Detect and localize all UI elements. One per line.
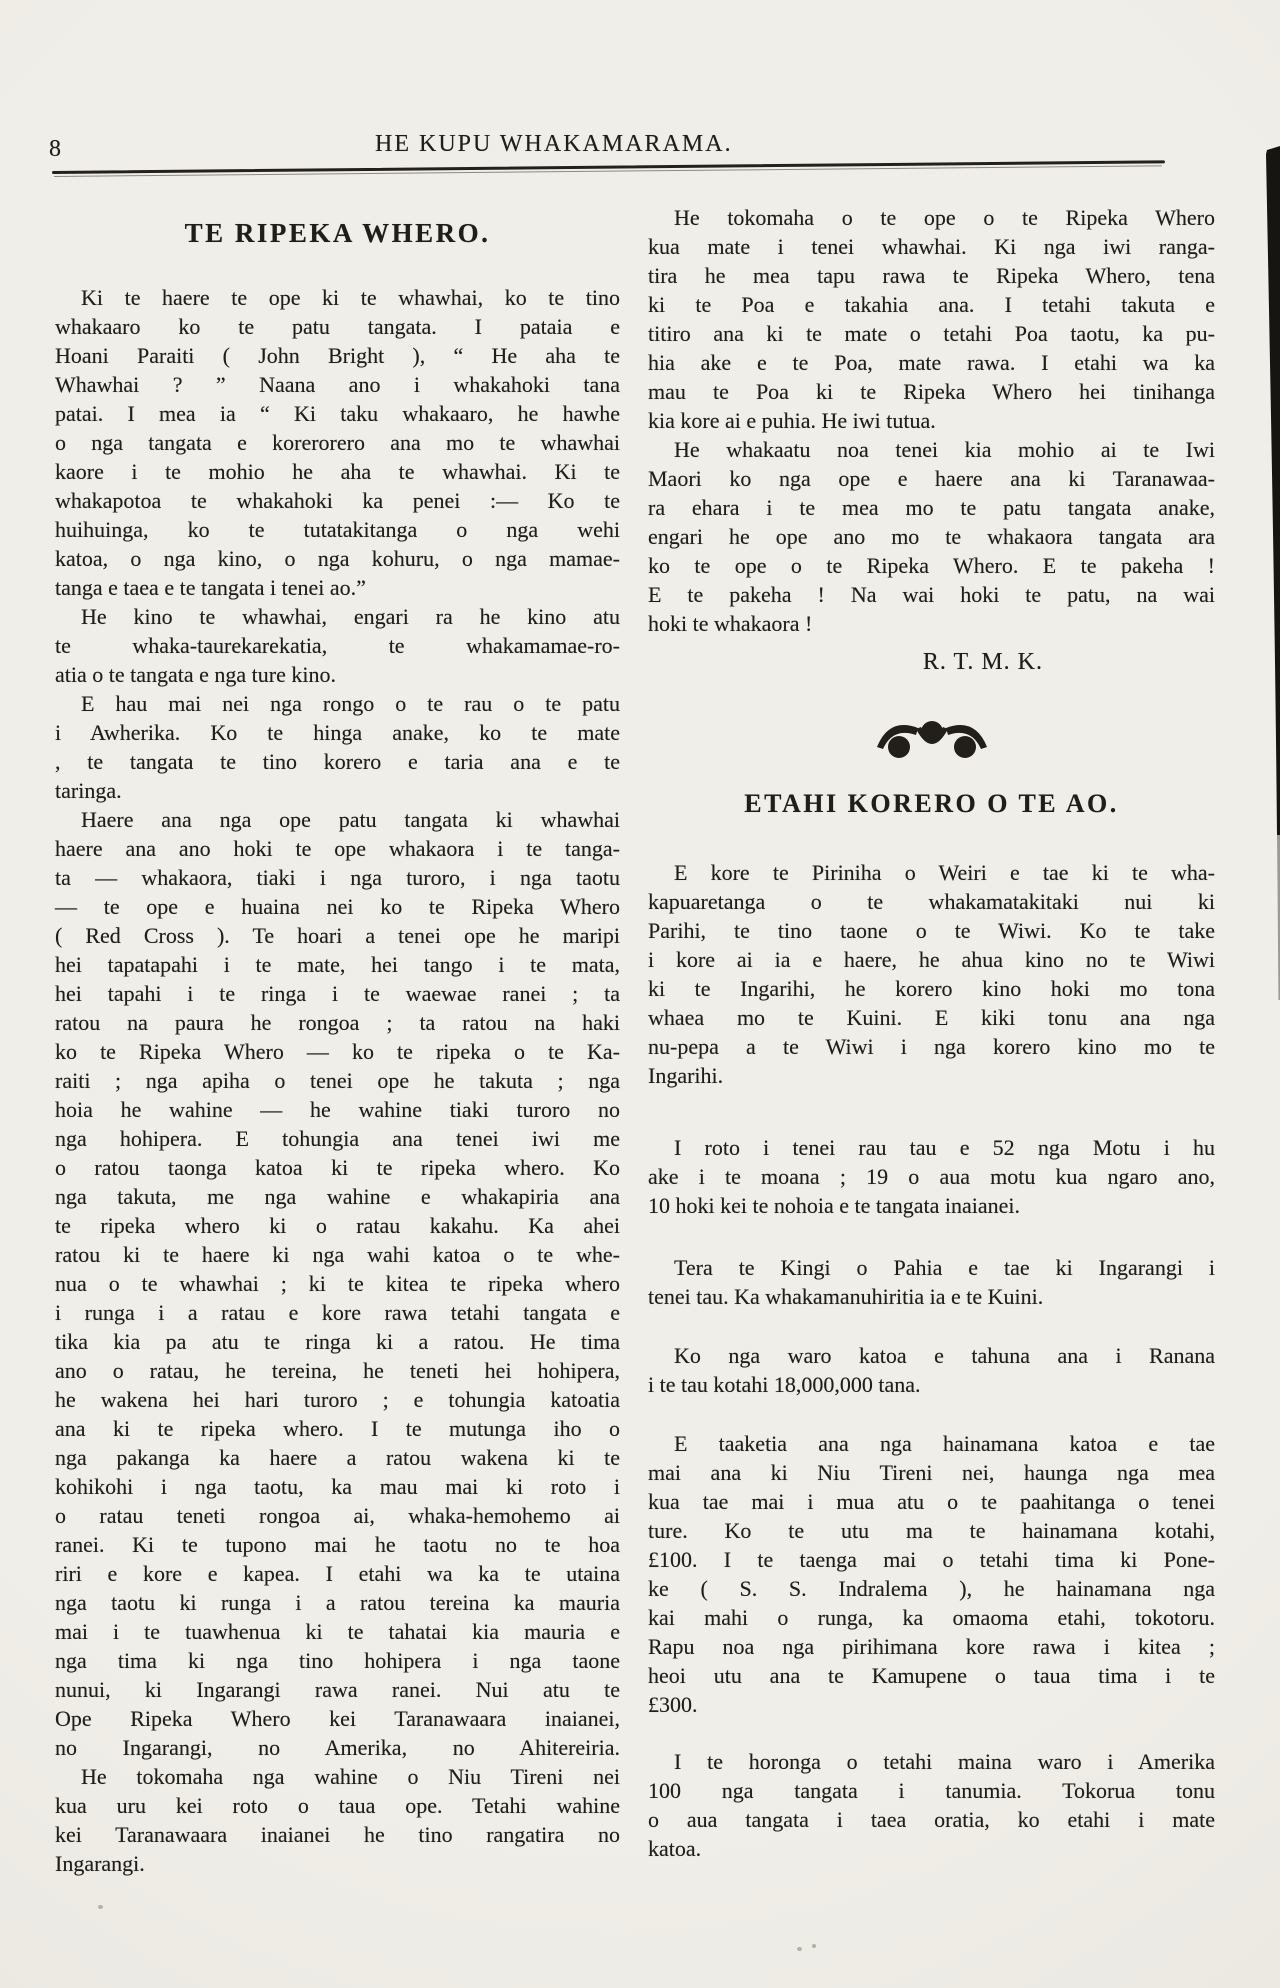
text-line: i runga i a ratau e kore rawa tetahi tangata e [55, 1300, 620, 1325]
text-line: 10 hoki kei te nohoia e te tangata inaianei. [648, 1193, 1021, 1218]
author-signature: R. T. M. K. [922, 649, 1043, 675]
text-line: nua o te whawhai ; ki te kitea te ripeka whero [55, 1271, 620, 1296]
text-line: o nga tangata e korerorero ana mo te whawhai [55, 430, 620, 455]
article-title-ripeka-whero: TE RIPEKA WHERO. [184, 218, 491, 248]
scan-edge-artifact [1256, 140, 1280, 1040]
text-line: Ko nga waro katoa e tahuna ana i Ranana [674, 1343, 1215, 1368]
text-line: Rapu noa nga pirihimana kore rawa i kitea ; [648, 1634, 1215, 1659]
text-line: Whawhai ? ” Naana ano i whakahoki tana [55, 372, 620, 397]
text-line: Ingarangi. [55, 1851, 145, 1876]
scan-speck [98, 1905, 103, 1909]
text-line: , te tangata te tino korero e taria ana e te [55, 749, 620, 774]
text-line: whakapotoa te whakahoki ka penei :— Ko te [55, 488, 620, 513]
text-line: no Ingarangi, no Amerika, no Ahitereiria. [55, 1735, 620, 1760]
text-line: £300. [648, 1692, 698, 1717]
text-line: nga tima ki nga tino hohipera i nga taone [55, 1648, 620, 1673]
text-line: E hau mai nei nga rongo o te rau o te patu [81, 691, 620, 716]
text-line: hoia he wahine — he wahine tiaki turoro no [55, 1097, 620, 1122]
text-line: ratou na paura he rongoa ; ta ratou na haki [55, 1010, 620, 1035]
text-line: Maori ko nga ope e haere ana ki Taranawaa- [648, 466, 1215, 491]
text-line: He tokomaha nga wahine o Niu Tireni nei [81, 1764, 620, 1789]
text-line: ratou ki te haere ki nga wahi katoa o te whe- [55, 1242, 620, 1267]
paragraph [55, 602, 620, 689]
text-line: Ingarihi. [648, 1063, 724, 1088]
text-line: kia kore ai e puhia. He iwi tutua. [648, 408, 936, 433]
text-line: ke ( S. S. Indralema ), he hainamana nga [648, 1576, 1215, 1601]
paragraph [648, 203, 1215, 435]
text-line: ana ki te ripeka whero. I te mutunga iho o [55, 1416, 620, 1441]
text-line: i te tau kotahi 18,000,000 tana. [648, 1372, 921, 1397]
scan-speck [797, 1947, 802, 1951]
text-line: kua uru kei roto o taua ope. Tetahi wahine [55, 1793, 620, 1818]
text-line: raiti ; nga apiha o tenei ope he takuta ; nga [55, 1068, 620, 1093]
text-line: ano o ratau, he tereina, he teneti hei hohipera, [55, 1358, 620, 1383]
text-line: heoi utu ana te Kamupene o taua tima i te [648, 1663, 1215, 1688]
text-line: nunui, ki Ingarangi rawa ranei. Nui atu te [55, 1677, 620, 1702]
paragraph [648, 435, 1215, 638]
text-line: kei Taranawaara inaianei he tino rangatira no [55, 1822, 620, 1847]
text-line: titiro ana ki te mate o tetahi Poa taotu, ka pu- [648, 321, 1215, 346]
text-line: ki te Poa e takahia ana. I tetahi takuta e [648, 292, 1215, 317]
text-line: hia ake e te Poa, mate rawa. I etahi wa ka [648, 350, 1215, 375]
text-line: E taaketia ana nga hainamana katoa e tae [674, 1431, 1215, 1456]
text-line: Ki te haere te ope ki te whawhai, ko te tino [81, 285, 620, 310]
text-line: katoa. [648, 1836, 702, 1861]
text-line: riri e kore e kapea. I etahi wa ka te utaina [55, 1561, 620, 1586]
paragraph [648, 1253, 1215, 1311]
text-line: katoa, o nga kino, o nga kohuru, o nga mamae- [55, 546, 620, 571]
text-line: kaore i te mohio he aha te whawhai. Ki te [55, 459, 620, 484]
paragraph [648, 858, 1215, 1090]
text-line: te ripeka whero ki o ratau kakahu. Ka ahei [55, 1213, 620, 1238]
text-line: mai i te tuawhenua ki te tahatai kia mauria e [55, 1619, 620, 1644]
column-right [648, 203, 1215, 1863]
text-line: kohikohi i nga taotu, ka mau mai ki roto i [55, 1474, 620, 1499]
text-line: nga hohipera. E tohungia ana tenei iwi me [55, 1126, 620, 1151]
text-line: nga takuta, me nga wahine e whakapiria ana [55, 1184, 620, 1209]
text-line: o ratau teneti rongoa ai, whaka-hemohemo ai [55, 1503, 620, 1528]
text-line: ture. Ko te utu ma te hainamana kotahi, [648, 1518, 1215, 1543]
text-line: Tera te Kingi o Pahia e tae ki Ingarangi i [674, 1255, 1215, 1280]
text-line: huihuinga, ko te tutatakitanga o nga wehi [55, 517, 620, 542]
text-line: kua tae mai i mua atu o te paahitanga o tenei [648, 1489, 1215, 1514]
text-line: Haere ana nga ope patu tangata ki whawhai [81, 807, 620, 832]
text-line: ko te ope o te Ripeka Whero. E te pakeha ! [648, 553, 1215, 578]
text-line: E te pakeha ! Na wai hoki te patu, na wai [648, 582, 1215, 607]
text-line: E kore te Piriniha o Weiri e tae ki te wha- [674, 860, 1215, 885]
paragraph [648, 1133, 1215, 1220]
text-line: I roto i tenei rau tau e 52 nga Motu i hu [674, 1135, 1215, 1160]
text-line: 100 nga tangata i tanumia. Tokorua tonu [648, 1778, 1215, 1803]
paragraph [55, 1762, 620, 1878]
text-line: atia o te tangata e nga ture kino. [55, 662, 336, 687]
paragraph [648, 1747, 1215, 1863]
text-line: I te horonga o tetahi maina waro i Amerika [674, 1749, 1215, 1774]
text-line: kapuaretanga o te whakamatakitaki nui ki [648, 889, 1215, 914]
text-line: ake i te moana ; 19 o aua motu kua ngaro ano, [648, 1164, 1215, 1189]
text-line: whakaaro ko te patu tangata. I pataia e [55, 314, 620, 339]
paragraph [55, 283, 620, 602]
text-line: i kore ai ia e haere, he ahua kino no te Wiwi [648, 947, 1215, 972]
text-line: engari he ope ano mo te whakaora tangata ara [648, 524, 1215, 549]
text-line: ra ehara i te mea mo te patu tangata anake, [648, 495, 1215, 520]
text-line: — te ope e huaina nei ko te Ripeka Whero [55, 894, 620, 919]
text-line: te whaka-taurekarekatia, te whakamamae-ro- [55, 633, 620, 658]
text-line: mai ana ki Niu Tireni nei, haunga nga mea [648, 1460, 1215, 1485]
text-line: whaea mo te Kuini. E kiki tonu ana nga [648, 1005, 1215, 1030]
article-title-etahi-korero: ETAHI KORERO O TE AO. [744, 789, 1119, 818]
text-line: Ope Ripeka Whero kei Taranawaara inaianei, [55, 1706, 620, 1731]
paragraph [55, 805, 620, 1762]
text-line: taringa. [55, 778, 122, 803]
text-line: o aua tangata i taea oratia, ko etahi i mate [648, 1807, 1215, 1832]
text-line: ranei. Ki te tupono mai he taotu no te hoa [55, 1532, 620, 1557]
text-line: haere ana ano hoki te ope whakaora i te tanga- [55, 836, 620, 861]
text-line: Hoani Paraiti ( John Bright ), “ He aha te [55, 343, 620, 368]
text-line: Parihi, te tino taone o te Wiwi. Ko te take [648, 918, 1215, 943]
text-line: kai mahi o runga, ka omaoma etahi, tokotoru. [648, 1605, 1215, 1630]
text-line: o ratou taonga katoa ki te ripeka whero. Ko [55, 1155, 620, 1180]
text-line: nu-pepa a te Wiwi i nga korero kino mo te [648, 1034, 1215, 1059]
text-line: i Awherika. Ko te hinga anake, ko te mate [55, 720, 620, 745]
text-line: ko te Ripeka Whero — ko te ripeka o te Ka- [55, 1039, 620, 1064]
text-line: patai. I mea ia “ Ki taku whakaaro, he hawhe [55, 401, 620, 426]
text-line: hei tapatapahi i te mate, hei tango i te mata, [55, 952, 620, 977]
text-line: tenei tau. Ka whakamanuhiritia ia e te Kuini. [648, 1284, 1044, 1309]
text-line: kua mate i tenei whawhai. Ki nga iwi ranga- [648, 234, 1215, 259]
text-line: he wakena hei hari turoro ; e tohungia katoatia [55, 1387, 620, 1412]
paragraph [648, 1341, 1215, 1399]
text-line: He tokomaha o te ope o te Ripeka Whero [674, 205, 1215, 230]
newspaper-title: HE KUPU WHAKAMARAMA. [375, 131, 733, 157]
paragraph [55, 689, 620, 805]
text-line: £100. I te taenga mai o tetahi tima ki Pone- [648, 1547, 1215, 1572]
text-line: ta — whakaora, tiaki i nga turoro, i nga taotu [55, 865, 620, 890]
text-line: mau te Poa ki te Ripeka Whero hei tinihanga [648, 379, 1215, 404]
column-left [55, 200, 620, 1878]
text-line: tira he mea tapu rawa te Ripeka Whero, tena [648, 263, 1215, 288]
printer-ornament-icon [873, 715, 991, 761]
text-line: tika kia pa atu te ringa ki a ratou. He tima [55, 1329, 620, 1354]
text-line: tanga e taea e te tangata i tenei ao.” [55, 575, 366, 600]
scan-speck [812, 1944, 816, 1948]
text-line: hei tapahi i te ringa i te waewae ranei ; ta [55, 981, 620, 1006]
text-line: ( Red Cross ). Te hoari a tenei ope he maripi [55, 923, 620, 948]
text-line: nga taotu ki runga i a ratou tereina ka mauria [55, 1590, 620, 1615]
page-number: 8 [49, 136, 61, 162]
text-line: hoki te whakaora ! [648, 611, 813, 636]
text-line: He whakaatu noa tenei kia mohio ai te Iwi [674, 437, 1215, 462]
text-line: He kino te whawhai, engari ra he kino atu [81, 604, 620, 629]
paragraph [648, 1429, 1215, 1719]
text-line: ki te Ingarihi, he korero kino hoki mo tona [648, 976, 1215, 1001]
text-line: nga pakanga ka haere a ratou wakena ki te [55, 1445, 620, 1470]
